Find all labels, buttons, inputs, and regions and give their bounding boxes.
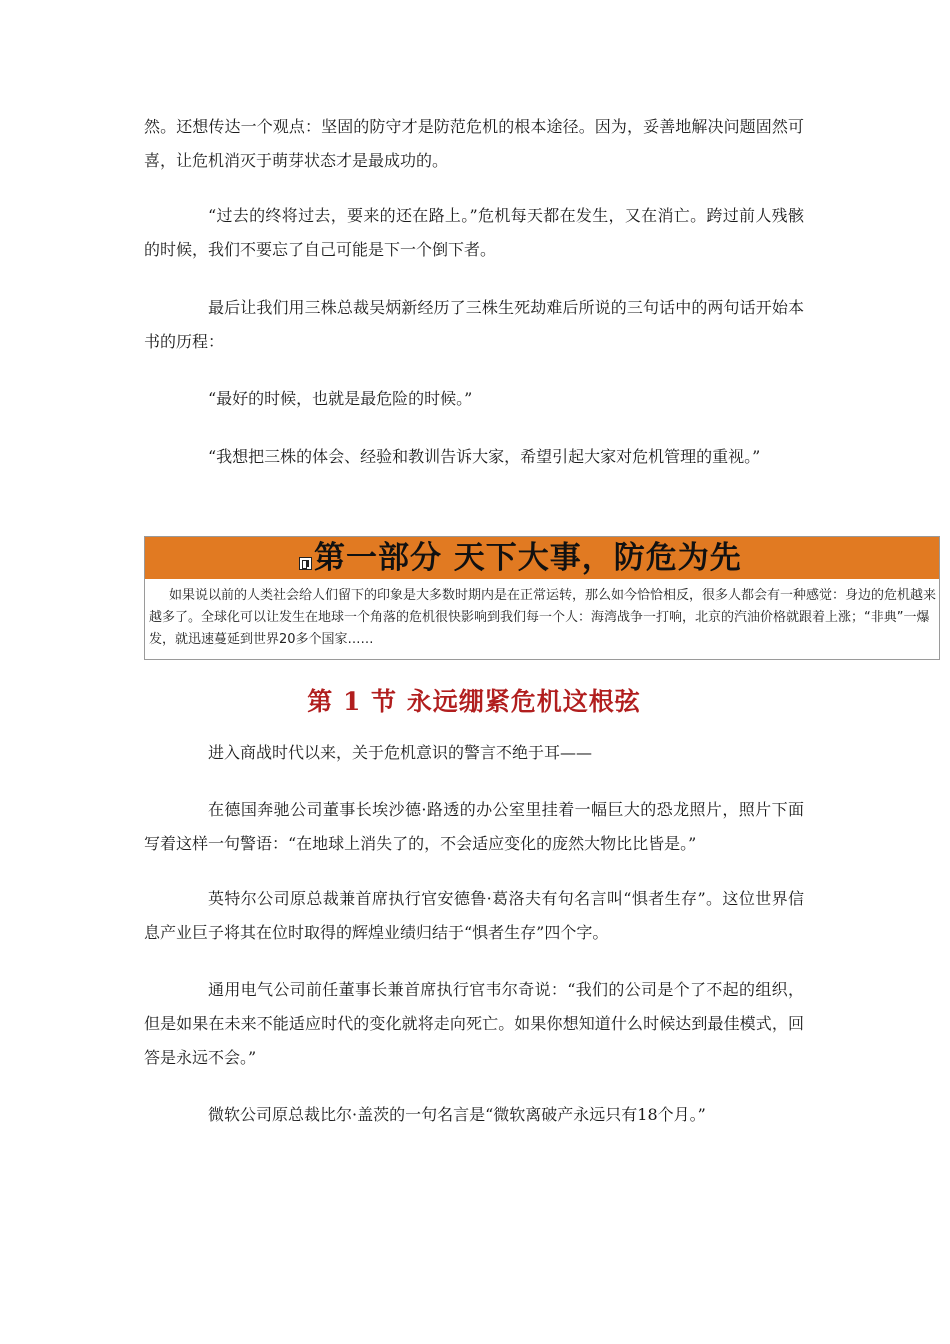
paragraph-quote-best-time: “最好的时候，也就是最危险的时候。” (208, 389, 473, 408)
part-one-box (144, 536, 940, 660)
paragraph-quote-sanzhu: “我想把三株的体会、经验和教训告诉大家，希望引起大家对危机管理的重视。” (208, 447, 761, 466)
document-icon (299, 557, 312, 570)
paragraph-warnings-intro: 进入商战时代以来，关于危机意识的警言不绝于耳—— (208, 743, 593, 762)
paragraph-benz: 在德国奔驰公司董事长埃沙德·路透的办公室里挂着一幅巨大的恐龙照片，照片下面写着这样一句警语：“在地球上消失了的，不会适应变化的庞然大物比比皆是。” (144, 800, 804, 853)
paragraph-quote-past: “过去的终将过去，要来的还在路上。”危机每天都在发生，又在消亡。跨过前人残骸的时候，我们不要忘了自己可能是下一个倒下者。 (144, 206, 804, 259)
paragraph-ge: 通用电气公司前任董事长兼首席执行官韦尔奇说：“我们的公司是个了不起的组织，但是如果在未来不能适应时代的变化就将走向死亡。如果你想知道什么时候达到最佳模式，回答是永远不会。” (144, 980, 804, 1067)
paragraph-continuation: 然。还想传达一个观点：坚固的防守才是防范危机的根本途径。因为，妥善地解决问题固然可喜，让危机消灭于萌芽状态才是最成功的。 (144, 117, 804, 170)
paragraph-microsoft: 微软公司原总裁比尔·盖茨的一句名言是“微软离破产永远只有18个月。” (208, 1105, 706, 1124)
part-one-intro: 如果说以前的人类社会给人们留下的印象是大多数时期内是在正常运转，那么如今恰恰相反，很多人都会有一种感觉：身边的危机越来越多了。全球化可以让发生在地球一个角落的危机很快影响到我们每一个人：海湾战争一打响，北京的汽油价格就跟着上涨；“非典”一爆发，就迅速蔓延到世界20多个国家…… (149, 588, 937, 647)
part-one-header (145, 537, 939, 579)
paragraph-sanzhu-intro: 最后让我们用三株总裁吴炳新经历了三株生死劫难后所说的三句话中的两句话开始本书的历程： (144, 298, 804, 351)
part-one-title: 第一部分 天下大事，防危为先 (314, 540, 742, 576)
section-title: 第 1 节 永远绷紧危机这根弦 (307, 687, 641, 716)
paragraph-intel: 英特尔公司原总裁兼首席执行官安德鲁·葛洛夫有句名言叫“惧者生存”。这位世界信息产业巨子将其在位时取得的辉煌业绩归结于“惧者生存”四个字。 (144, 889, 804, 942)
